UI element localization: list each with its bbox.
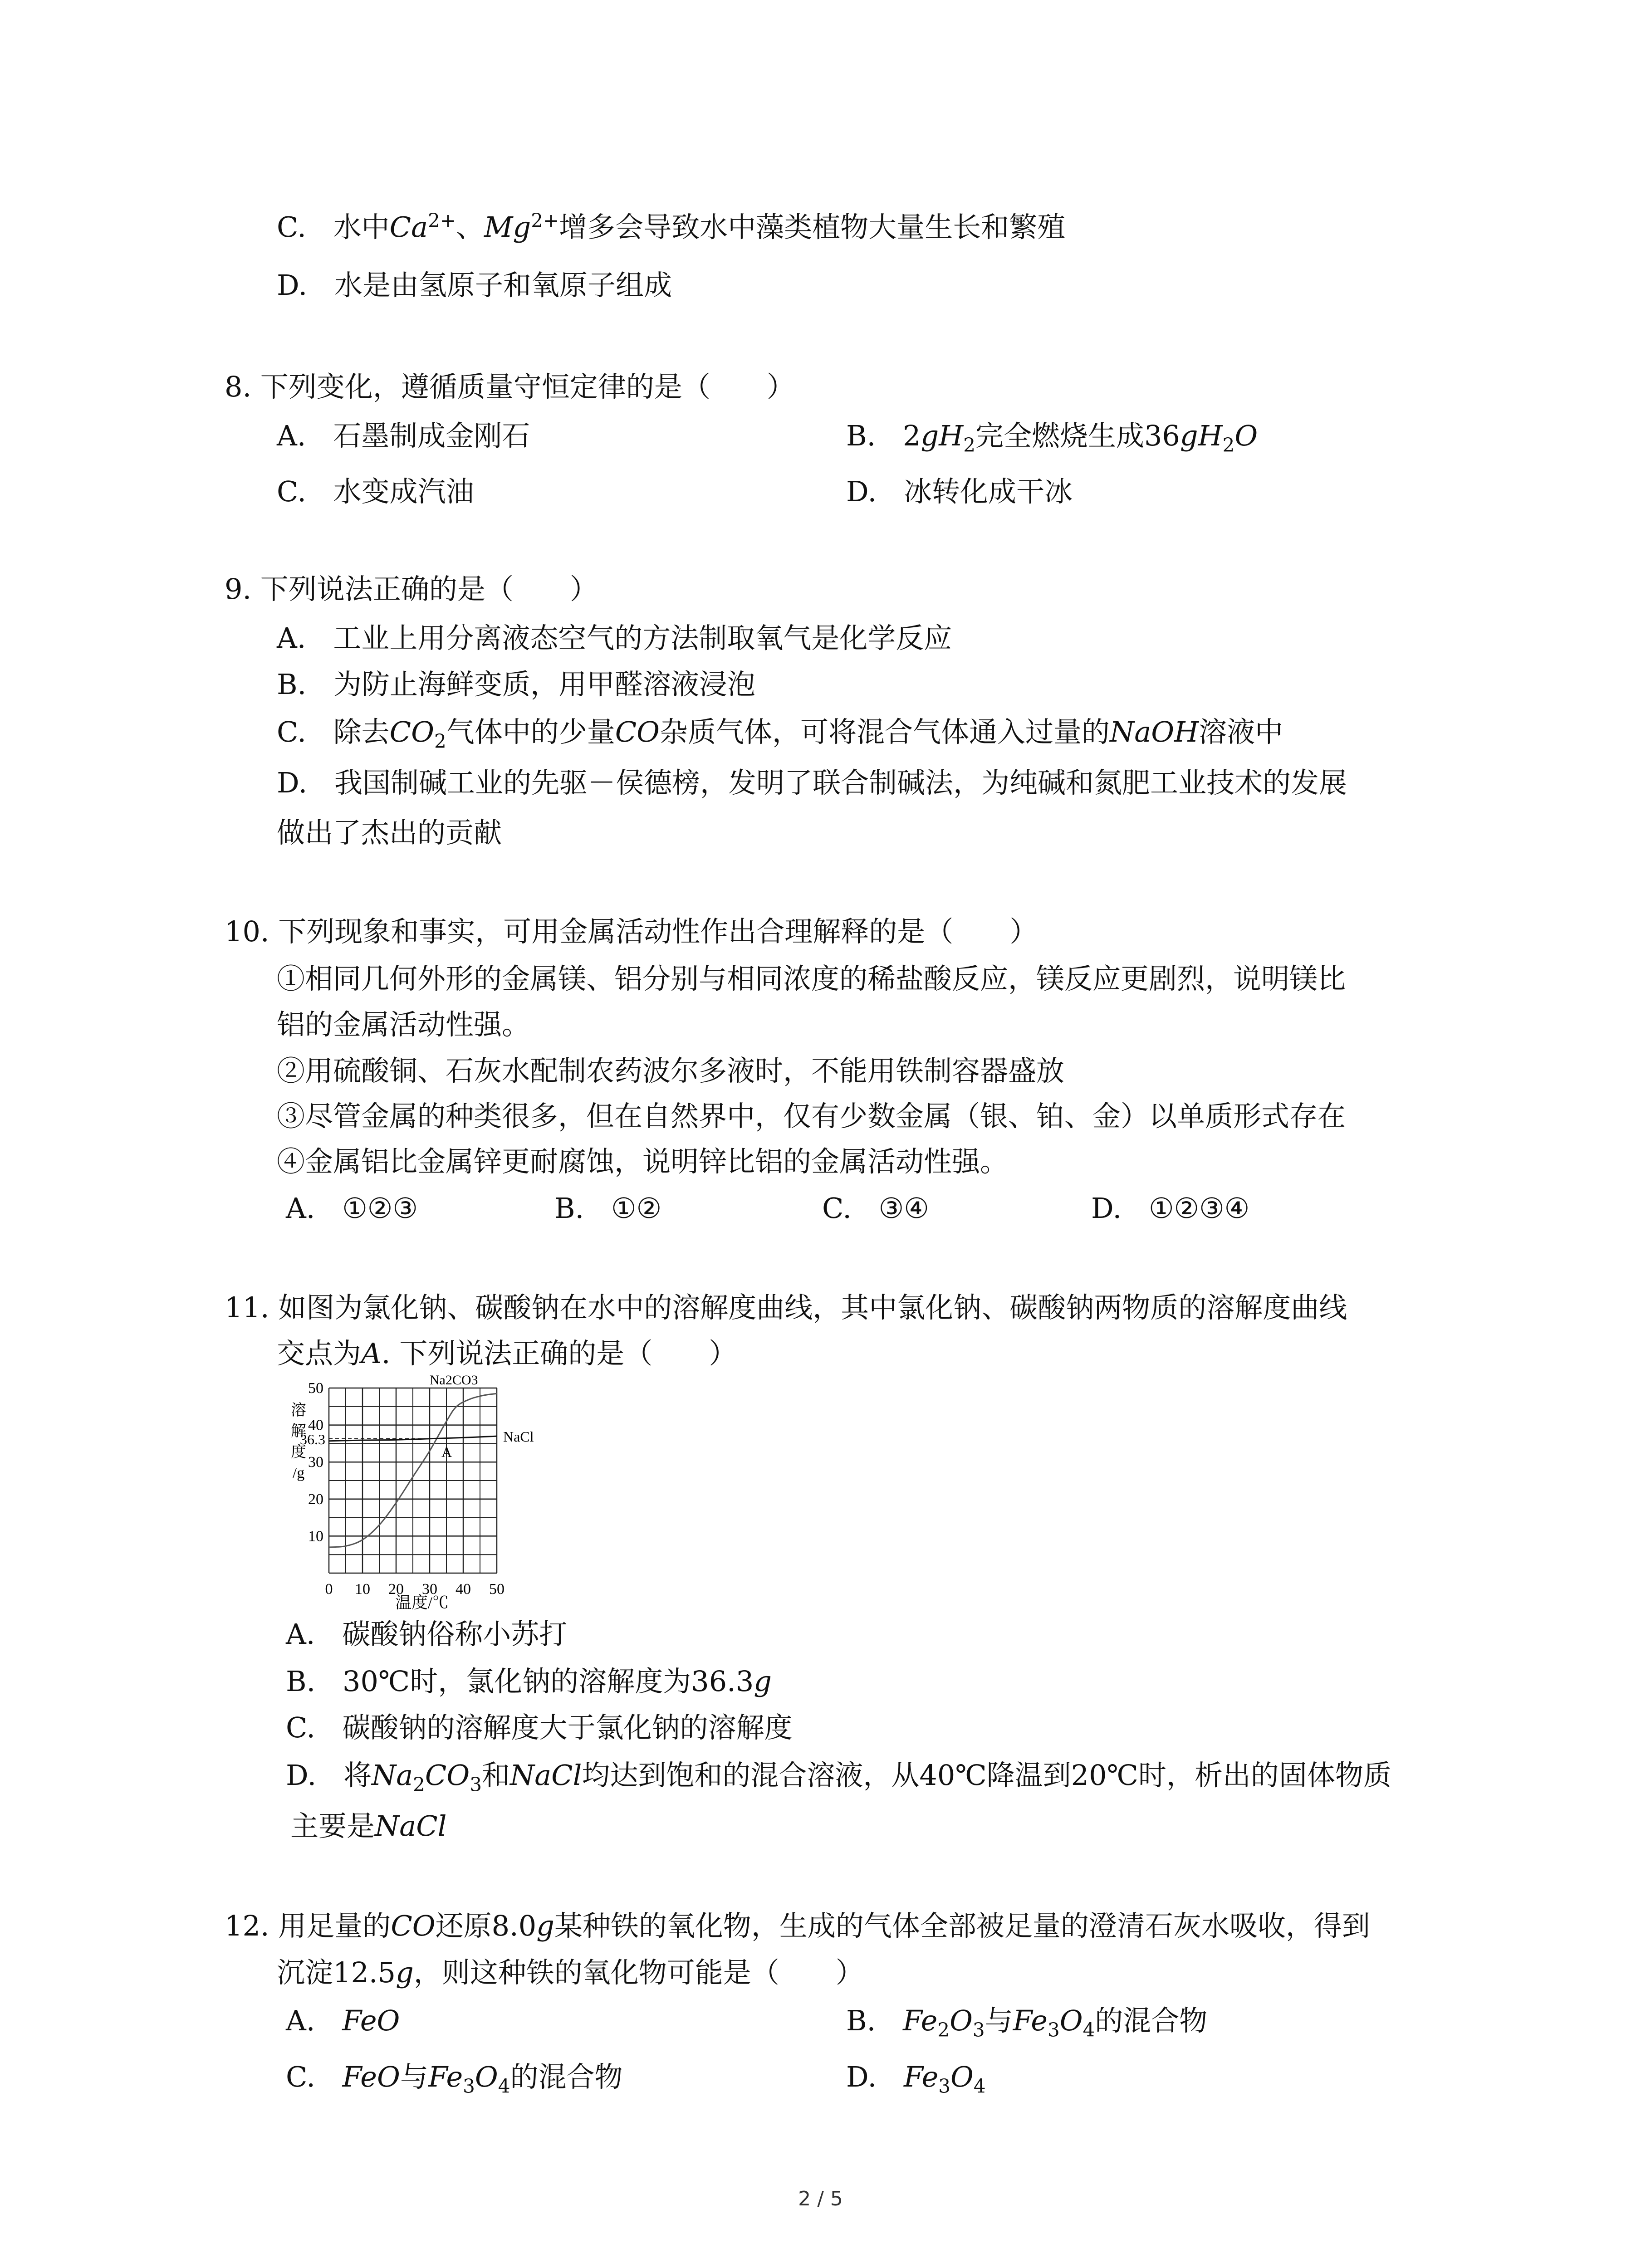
option-label: D. — [846, 475, 877, 508]
option-text: 的混合物 — [1095, 2004, 1208, 2037]
formula: O — [1059, 2004, 1083, 2037]
formula: NaCl — [375, 1809, 447, 1843]
subscript: 2 — [963, 434, 975, 456]
subscript: 3 — [470, 1773, 482, 1796]
formula: O — [950, 2060, 974, 2093]
formula: Fe — [428, 2060, 463, 2093]
q9-option-d-cont: 做出了杰出的贡献 — [277, 816, 502, 849]
option-text: 工业上用分离液态空气的方法制取氧气是化学反应 — [333, 621, 952, 655]
formula: FeO — [342, 2060, 400, 2093]
formula: Mg — [484, 210, 531, 244]
option-label: B. — [277, 668, 307, 701]
formula: CO — [425, 1759, 470, 1792]
option-label: B. — [286, 1665, 316, 1698]
formula: CO — [391, 1909, 436, 1942]
series-label-nacl: NaCl — [503, 1428, 534, 1445]
option-label: D. — [286, 1759, 317, 1792]
q8-option-a — [277, 419, 530, 452]
subscript: 2 — [434, 730, 446, 753]
option-text: 增多会导致水中藻类植物大量生长和繁殖 — [559, 210, 1066, 244]
x-tick-label: 50 — [489, 1581, 505, 1598]
x-axis-label: 温度/℃ — [395, 1593, 449, 1612]
q11-option-b — [286, 1667, 772, 1696]
subscript: 4 — [973, 2075, 986, 2097]
formula: Ca — [389, 210, 428, 244]
q8-stem: 8. 下列变化，遵循质量守恒定律的是（ ） — [225, 370, 795, 403]
y-tick-label: 50 — [308, 1380, 323, 1397]
q10-statement-4: ④金属铝比金属锌更耐腐蚀，说明锌比铝的金属活动性强。 — [277, 1145, 1009, 1178]
q8-option-b — [846, 419, 1258, 456]
subscript: 3 — [938, 2075, 950, 2097]
option-text: ①② — [611, 1192, 662, 1225]
option-text: ①②③ — [342, 1192, 418, 1225]
option-label: A. — [277, 419, 306, 452]
option-label: C. — [277, 715, 306, 748]
q9-stem: 9. 下列说法正确的是（ ） — [225, 572, 598, 606]
option-text: 石墨制成金刚石 — [333, 419, 530, 452]
stem-text: ，则这种铁的氧化物可能是（ ） — [413, 1956, 864, 1989]
option-text: 水变成汽油 — [333, 475, 474, 508]
formula: Fe — [1013, 2004, 1048, 2037]
option-text: 冰转化成干冰 — [903, 475, 1073, 508]
subscript: 2 — [413, 1773, 425, 1796]
stem-text: . 下列说法正确的是（ ） — [381, 1337, 737, 1370]
q8-option-c — [277, 475, 474, 508]
q7-option-d — [277, 269, 672, 302]
x-tick-label: 20 — [388, 1581, 404, 1598]
option-label: B. — [846, 2004, 876, 2037]
q11-option-d — [286, 1759, 1391, 1796]
y-axis-label-char: /g — [292, 1465, 305, 1481]
option-label: D. — [277, 766, 308, 799]
q10-statement-2: ②用硫酸铜、石灰水配制农药波尔多液时，不能用铁制容器盛放 — [277, 1054, 1065, 1087]
subscript: 4 — [1083, 2019, 1095, 2041]
q10-option-b — [554, 1192, 662, 1225]
formula: g — [921, 419, 939, 452]
option-text: 和 — [481, 1759, 510, 1792]
y-tick-label-36-3: 36.3 — [300, 1431, 325, 1447]
stem-text: 交点为 — [277, 1337, 362, 1370]
option-label: A. — [286, 2004, 315, 2037]
option-text: 为防止海鲜变质，用甲醛溶液浸泡 — [333, 668, 756, 701]
chart-series — [329, 1373, 534, 1547]
subscript: 2 — [937, 2019, 950, 2041]
option-text: 将 — [343, 1759, 372, 1792]
option-text: 我国制碱工业的先驱－侯德榜，发明了联合制碱法，为纯碱和氮肥工业技术的发展 — [334, 766, 1347, 799]
option-text: 气体中的少量 — [446, 715, 615, 748]
option-label: C. — [822, 1192, 852, 1225]
formula: CO — [389, 715, 434, 748]
option-label: C. — [286, 1711, 315, 1744]
formula: FeO — [342, 2004, 400, 2037]
q10-statement-3: ③尽管金属的种类很多，但在自然界中，仅有少数金属（银、铂、金）以单质形式存在 — [277, 1100, 1346, 1133]
option-text: 杂质气体，可将混合气体通入过量的 — [659, 715, 1110, 748]
q9-option-b — [277, 670, 755, 699]
y-tick-label: 30 — [308, 1454, 323, 1471]
superscript: 2+ — [428, 209, 456, 232]
option-label: A. — [286, 1192, 315, 1225]
formula: Na — [371, 1759, 413, 1792]
stem-text: 沉淀12.5 — [277, 1956, 396, 1989]
option-text: 碳酸钠的溶解度大于氯化钠的溶解度 — [342, 1711, 793, 1744]
option-text: 与 — [400, 2060, 428, 2093]
q9-option-d — [277, 766, 1347, 799]
option-text: 2 — [903, 419, 921, 452]
formula: H — [1198, 419, 1223, 452]
option-text: ①②③④ — [1148, 1192, 1250, 1225]
superscript: 2+ — [531, 209, 559, 232]
formula: H — [939, 419, 964, 452]
q10-statement-1: ①相同几何外形的金属镁、铝分别与相同浓度的稀盐酸反应，镁反应更剧烈，说明镁比 — [277, 962, 1346, 995]
subscript: 3 — [972, 2019, 985, 2041]
option-label: D. — [277, 269, 308, 302]
q10-statement-1-cont: 铝的金属活动性强。 — [277, 1008, 530, 1041]
q12-stem — [225, 1909, 1370, 1942]
q10-stem: 10. 下列现象和事实，可用金属活动性作出合理解释的是（ ） — [225, 915, 1038, 948]
x-tick-label: 40 — [456, 1581, 471, 1598]
q10-option-c — [822, 1192, 929, 1225]
subscript: 3 — [463, 2075, 475, 2097]
option-text: 的混合物 — [510, 2060, 623, 2093]
q11-option-c — [286, 1711, 793, 1744]
formula: CO — [615, 715, 660, 748]
stem-text: 还原8.0 — [435, 1909, 537, 1942]
formula: Fe — [903, 2004, 938, 2037]
y-tick-label: 10 — [308, 1528, 323, 1545]
y-tick-label: 40 — [308, 1417, 323, 1434]
option-label: A. — [277, 621, 306, 655]
y-axis-label-char: 度 — [291, 1444, 306, 1461]
q12-option-d — [846, 2060, 986, 2097]
subscript: 3 — [1047, 2019, 1060, 2041]
q9-option-c — [277, 715, 1283, 753]
chart-grid — [329, 1388, 497, 1573]
q11-option-d-cont — [290, 1809, 447, 1843]
stem-text: 12. 用足量的 — [225, 1909, 391, 1942]
x-tick-label: 0 — [325, 1581, 333, 1598]
q10-option-a — [286, 1192, 418, 1225]
q8-option-d — [846, 475, 1073, 508]
formula: A — [361, 1337, 382, 1370]
page-number: 2 / 5 — [798, 2187, 843, 2210]
q12-option-c — [286, 2060, 623, 2097]
formula: Fe — [903, 2060, 939, 2093]
option-label: B. — [846, 419, 876, 452]
q11-stem: 11. 如图为氯化钠、碳酸钠在水中的溶解度曲线，其中氯化钠、碳酸钠两物质的溶解度曲线 — [225, 1291, 1347, 1324]
formula: NaCl — [509, 1759, 582, 1792]
option-text: 均达到饱和的混合溶液，从40℃降温到20℃时，析出的固体物质 — [582, 1759, 1391, 1792]
option-label: D. — [846, 2060, 877, 2093]
option-text: 30℃时，氯化钠的溶解度为36.3 — [343, 1665, 754, 1698]
option-text: 除去 — [333, 715, 390, 748]
formula: O — [475, 2060, 498, 2093]
subscript: 2 — [1222, 434, 1235, 456]
option-label: B. — [554, 1192, 584, 1225]
option-label: A. — [286, 1618, 315, 1651]
q11-stem-cont — [277, 1339, 737, 1368]
option-text: 水中 — [333, 210, 390, 244]
q12-option-b — [846, 2004, 1208, 2041]
formula: NaOH — [1110, 715, 1199, 748]
formula: g — [396, 1956, 414, 1989]
y-tick-label: 20 — [308, 1491, 323, 1508]
q11-option-a — [286, 1618, 568, 1651]
formula: g — [754, 1665, 772, 1698]
q12-option-a — [286, 2004, 400, 2037]
option-text: 与 — [985, 2004, 1013, 2037]
q7-option-c — [277, 209, 1066, 244]
y-axis-label-char: 解 — [291, 1423, 306, 1440]
option-text: 水是由氢原子和氧原子组成 — [334, 269, 672, 302]
option-text: 主要是 — [290, 1809, 375, 1843]
subscript: 4 — [498, 2075, 510, 2097]
intersection-label: A — [441, 1443, 452, 1460]
formula: O — [950, 2004, 973, 2037]
option-text: 完全燃烧生成36 — [975, 419, 1180, 452]
option-label: D. — [1091, 1192, 1122, 1225]
x-tick-label: 30 — [422, 1581, 437, 1598]
x-tick-label: 10 — [355, 1581, 370, 1598]
y-axis-label-char: 溶 — [291, 1402, 306, 1419]
option-label: C. — [277, 210, 306, 244]
option-label: C. — [286, 2060, 315, 2093]
q10-option-d — [1091, 1192, 1250, 1225]
option-text: ③④ — [878, 1192, 929, 1225]
stem-text: 某种铁的氧化物，生成的气体全部被足量的澄清石灰水吸收，得到 — [554, 1909, 1370, 1942]
formula: g — [536, 1909, 554, 1942]
formula: O — [1234, 419, 1258, 452]
option-text: 碳酸钠俗称小苏打 — [342, 1618, 568, 1651]
option-text: 溶液中 — [1199, 715, 1283, 748]
q9-option-a — [277, 621, 952, 655]
q12-stem-cont — [277, 1956, 864, 1989]
series-label-na2co3: Na2CO3 — [429, 1373, 478, 1388]
option-text: 、 — [456, 210, 485, 244]
formula: g — [1180, 419, 1198, 452]
solubility-chart — [290, 1370, 544, 1615]
option-label: C. — [277, 475, 306, 508]
